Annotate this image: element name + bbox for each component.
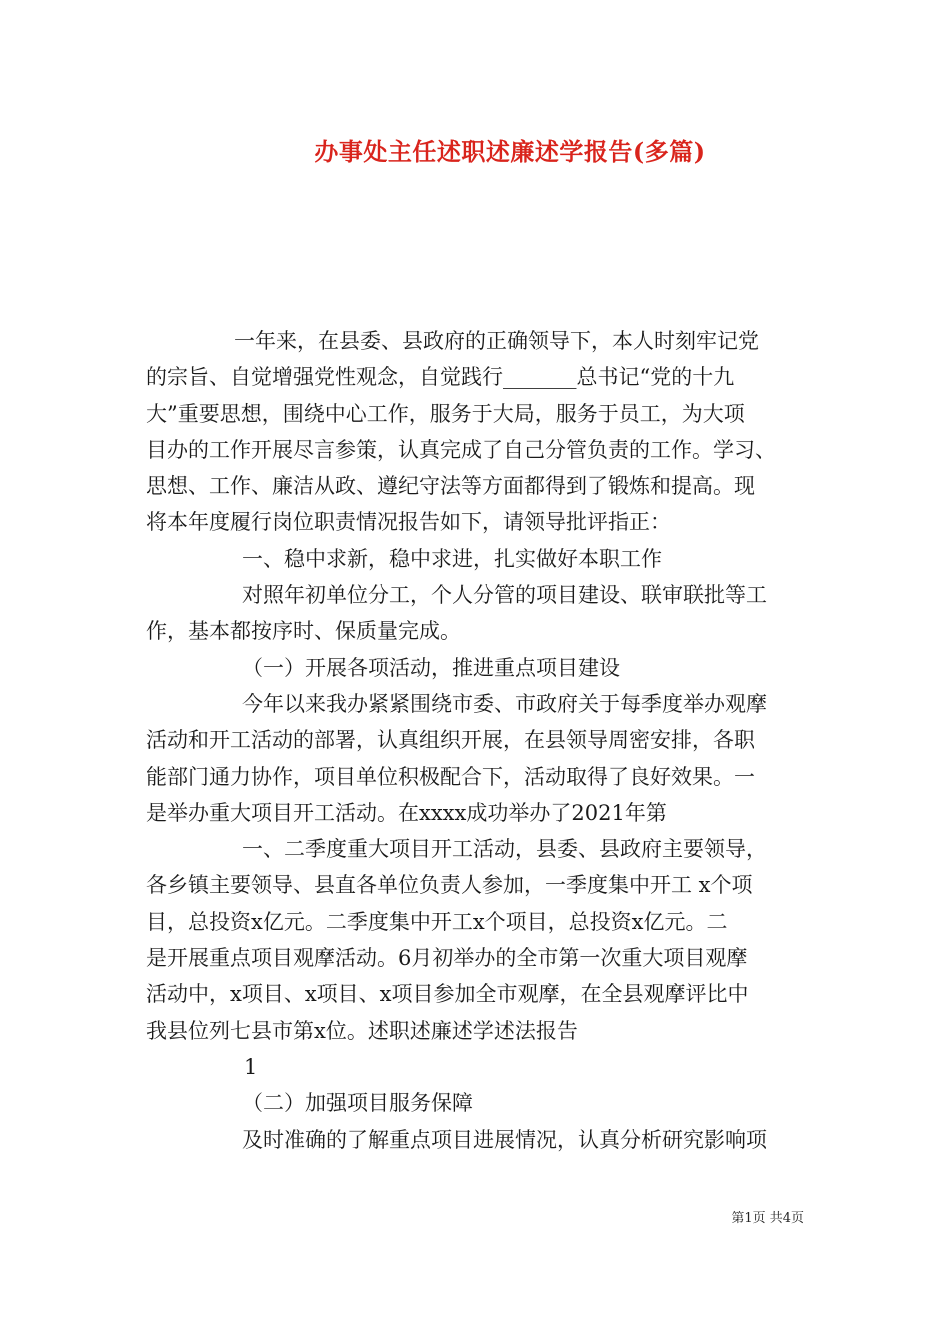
- document-body: [146, 323, 826, 1158]
- paragraph-line: 一、二季度重大项目开工活动，县委、县政府主要领导，: [242, 837, 767, 862]
- paragraph-line: 目办的工作开展尽言参策，认真完成了自己分管负责的工作。学习、: [146, 437, 776, 462]
- document-title: 办事处主任述职述廉述学报告(多篇): [314, 137, 706, 166]
- paragraph-line: 作，基本都按序时、保质量完成。: [146, 619, 461, 644]
- paragraph-line: 目，总投资x亿元。二季度集中开工x个项目，总投资x亿元。二: [146, 909, 728, 934]
- paragraph-line: 是开展重点项目观摩活动。6月初举办的全市第一次重大项目观摩: [146, 946, 748, 971]
- inline-page-number: 1: [244, 1054, 258, 1079]
- paragraph-line: 思想、工作、廉洁从政、遵纪守法等方面都得到了锻炼和提高。现: [146, 474, 755, 499]
- paragraph-line: 我县位列七县市第x位。述职述廉述学述法报告: [146, 1018, 578, 1043]
- subsection-heading: （一）开展各项活动，推进重点项目建设: [242, 655, 620, 680]
- paragraph-line: 对照年初单位分工，个人分管的项目建设、联审联批等工: [242, 583, 767, 608]
- paragraph-line: 今年以来我办紧紧围绕市委、市政府关于每季度举办观摩: [242, 691, 767, 716]
- paragraph-line: 一年来，在县委、县政府的正确领导下，本人时刻牢记党: [234, 329, 759, 353]
- paragraph-line: 将本年度履行岗位职责情况报告如下，请领导批评指正：: [146, 510, 671, 535]
- paragraph-line: 能部门通力协作，项目单位积极配合下，活动取得了良好效果。一: [146, 764, 755, 789]
- page-footer: 第1页 共4页: [731, 1211, 804, 1226]
- paragraph-line: 活动中，x项目、x项目、x项目参加全市观摩，在全县观摩评比中: [146, 982, 749, 1007]
- paragraph-line: 及时准确的了解重点项目进展情况，认真分析研究影响项: [242, 1127, 767, 1152]
- section-heading: 一、稳中求新，稳中求进，扎实做好本职工作: [242, 546, 662, 571]
- paragraph-line: 的宗旨、自觉增强党性观念，自觉践行_______总书记“党的十九: [146, 365, 735, 390]
- paragraph-line: 活动和开工活动的部署，认真组织开展，在县领导周密安排，各职: [146, 728, 755, 753]
- paragraph-line: 大”重要思想，围绕中心工作，服务于大局，服务于员工，为大项: [146, 401, 745, 426]
- paragraph-line: 是举办重大项目开工活动。在xxxx成功举办了2021年第: [146, 800, 667, 825]
- paragraph-line: 各乡镇主要领导、县直各单位负责人参加，一季度集中开工 x个项: [146, 873, 753, 898]
- subsection-heading: （二）加强项目服务保障: [242, 1091, 473, 1116]
